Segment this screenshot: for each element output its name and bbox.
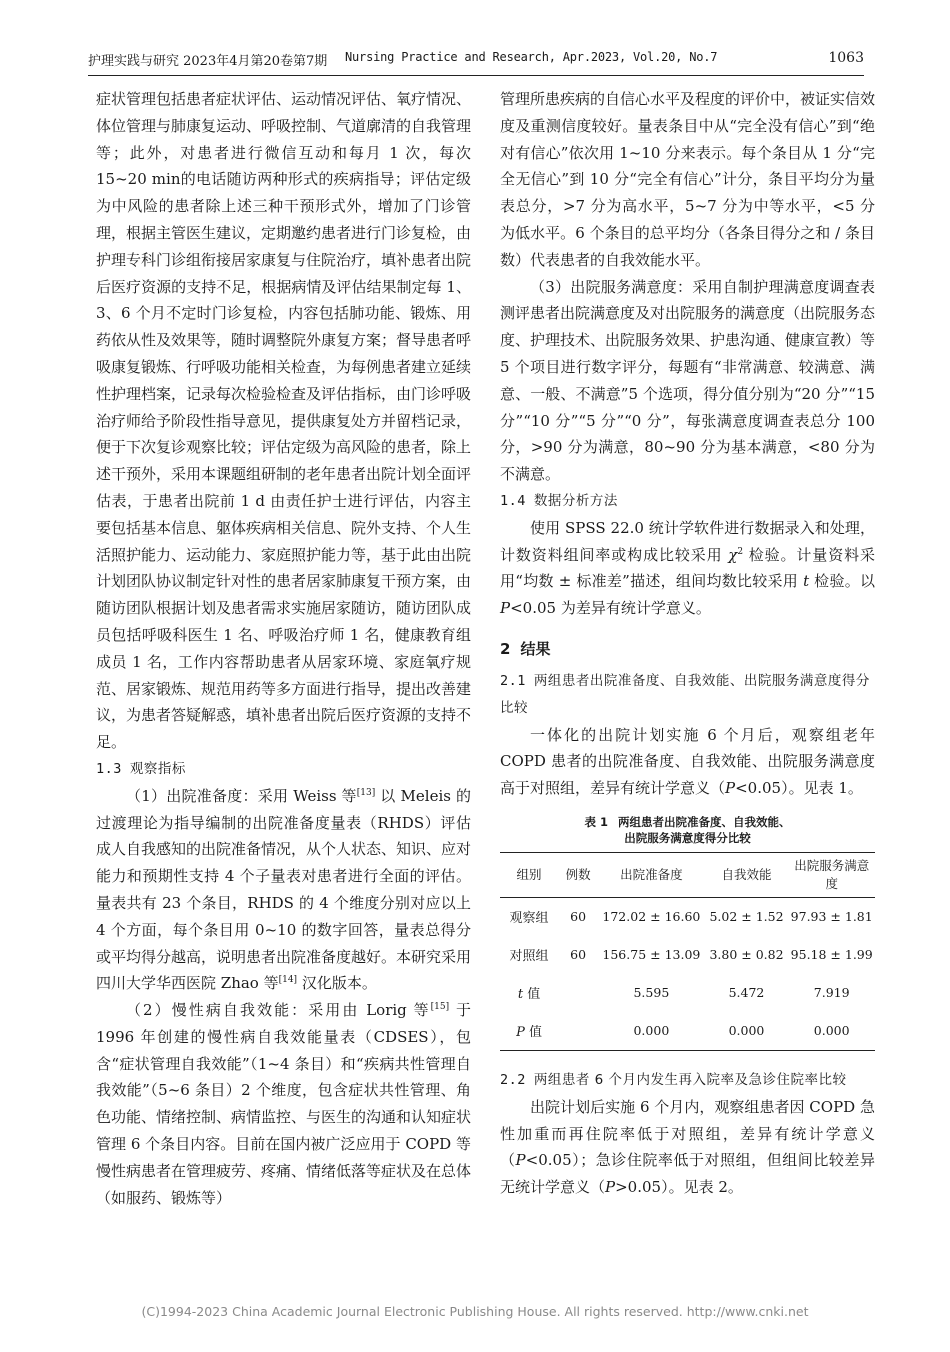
section-title: 数据分析方法 xyxy=(533,492,618,509)
column-header: 组别 xyxy=(516,866,542,882)
text-span: 检验。计量资料采用“均数 ± 标准差”描述，组间均数比较采用 xyxy=(500,545,875,591)
left-column xyxy=(96,86,471,1211)
table-cell: 5.02 ± 1.52 xyxy=(709,909,784,925)
paragraph-intervention-continued: 症状管理包括患者症状评估、运动情况评估、氧疗情况、体位管理与肺康复运动、呼吸控制、气道廓清的自我管理等；此外，对患者进行微信互动和每月 1 次，每次 15~20 min的电话随访两种形式的疾病指导；评估定级为中风险的患者除上述三种干预形式外，增加了门诊管理，根据主管医生建议，定期邀约患者进行门诊复检，由护理专科门诊组衔接居家康复与住院治疗，填补患者出院后医疗资源的支持不足，根据病情及评估结果制定每 1、3、6 个月不定时门诊复检，内容包括肺功能、锻炼、用药依从性及效果等，随时调整院外康复方案；督导患者呼吸康复锻炼、行呼吸功能相关检查，为每例患者建立延续性护理档案，记录每次检验检查及评估指标，由门诊呼吸治疗师给予阶段性指导意见，提供康复处方并留档记录，便于下次复诊观察比较；评估定级为高风险的患者，除上述干预外，采用本课题组研制的老年患者出院计划全面评估表，于患者出院前 1 d 由责任护士进行评估，内容主要包括基本信息、躯体疾病相关信息、院外支持、个人生活照护能力、运动能力、家庭照护能力等，基于此由出院计划团队协议制定针对性的患者居家肺康复干预方案，由随访团队根据计划及患者需求实施居家随访，随访团队成员包括呼吸科医生 1 名、呼吸治疗师 1 名，健康教育组成员 1 名，工作内容帮助患者从居家环境、家庭氧疗规范、居家锻炼、规范用药等多方面进行指导，提出改善建议，为患者答疑解惑，填补患者出院后医疗资源的支持不足。 xyxy=(96,90,472,752)
section-heading-2 xyxy=(500,636,875,662)
table-row xyxy=(500,936,875,974)
table-cell: 0.000 xyxy=(813,1023,850,1039)
section-number: 1.4 xyxy=(500,492,526,509)
italic-p: P xyxy=(605,1178,616,1197)
table-cell: 5.595 xyxy=(633,985,670,1001)
text-span: 一体化的出院计划实施 6 个月后，观察组老年 COPD 患者的出院准备度、自我效能、出院服务满意度高于对照组，差异有统计学意义（ xyxy=(500,725,875,798)
page-number: 1063 xyxy=(828,50,864,66)
paragraph-discharge-readiness xyxy=(96,783,471,997)
text-span: >0.05）。见表 2。 xyxy=(615,1178,743,1197)
text-span: 出院计划后实施 6 个月内，观察组患者因 COPD 急性加重而再住院率低于对照组，差异有统计学意义（ xyxy=(500,1097,875,1170)
column-header: 出院准备度 xyxy=(620,866,683,882)
section-heading-1-4 xyxy=(500,488,875,515)
table-row xyxy=(500,897,875,936)
text-span: 以 Meleis 的过渡理论为指导编制的出院准备度量表（RHDS）评估成人自我感知的出院准备情况，从个人状态、知识、应对能力和预期性支持 4 个子量表对患者进行全面的评估。量表共有 23 个条目，RHDS 的 4 个维度分别对应以上 4 个方面，每个条目用 0~10 的数字回答，量表总得分或平均得分越高，说明患者出院准备度越好。本研究采用四川大学华西医院 Zhao 等 xyxy=(96,786,472,993)
italic-p: P xyxy=(515,1151,526,1170)
paragraph-results-1 xyxy=(500,722,875,802)
section-number: 1.3 xyxy=(96,760,122,777)
paragraph-self-efficacy xyxy=(96,997,471,1211)
section-heading-2-1 xyxy=(500,668,875,722)
italic-t: t xyxy=(803,572,810,591)
superscript: 2 xyxy=(737,546,744,557)
table-cell: 60 xyxy=(570,947,587,963)
table-cell: 60 xyxy=(570,909,587,925)
results-table-1 xyxy=(500,852,875,1051)
text-span: （2）慢性病自我效能：采用由 Lorig 等 xyxy=(126,1001,431,1020)
chi-symbol: χ xyxy=(728,545,738,564)
section-number: 2.1 xyxy=(500,672,526,689)
italic-p: P xyxy=(725,779,736,798)
section-title: 观察指标 xyxy=(129,760,186,777)
italic-p: P xyxy=(500,599,511,618)
text-span: <0.05 为差异有统计学意义。 xyxy=(510,599,711,618)
header-rule xyxy=(88,75,864,76)
paragraph-statistics xyxy=(500,515,875,622)
journal-title-cn: 护理实践与研究 2023年4月第20卷第7期 xyxy=(88,54,328,69)
table-cell: t 值 xyxy=(517,987,541,1003)
section-title: 两组患者 6 个月内发生再入院率及急诊住院率比较 xyxy=(533,1071,847,1088)
section-title: 两组患者出院准备度、自我效能、出院服务满意度得分比较 xyxy=(500,672,870,716)
copyright-footer: (C)1994-2023 China Academic Journal Electronic Publishing House. All rights reserved. http://www.cnki.net xyxy=(141,1304,809,1319)
section-title: 结果 xyxy=(520,639,551,658)
text-span: <0.05）；急诊住院率低于对照组，但组间比较差异无统计学意义（ xyxy=(500,1151,875,1197)
table-cell: 156.75 ± 13.09 xyxy=(602,947,701,963)
journal-title-en: Nursing Practice and Research, Apr.2023, Vol.20, No.7 xyxy=(345,50,718,64)
table-caption xyxy=(500,814,875,846)
citation-ref: [13] xyxy=(356,787,376,798)
text-span: 于 1996 年创建的慢性病自我效能量表（CDSES），包含“症状管理自我效能”（1~4 条目）和“疾病共性管理自我效能”（5~6 条目）2 个维度，包含症状共性管理、角色功能、情绪控制、病情监控、与医生的沟通和认知症状管理 6 个条目内容。目前在国内被广泛应用于 COPD 等慢性病患者在管理疲劳、疼痛、情绪低落等症状及在总体（如服药、锻炼等） xyxy=(96,1001,472,1207)
text-span: <0.05）。见表 1。 xyxy=(735,779,863,798)
section-heading-2-2 xyxy=(500,1067,875,1094)
column-header: 出院服务满意度 xyxy=(794,857,870,891)
table-cell: 172.02 ± 16.60 xyxy=(602,909,701,925)
table-cell: 观察组 xyxy=(509,911,549,927)
table-cell: 3.80 ± 0.82 xyxy=(709,947,784,963)
table-cell: 7.919 xyxy=(813,985,850,1001)
citation-ref: [14] xyxy=(278,975,298,986)
table-cell: 97.93 ± 1.81 xyxy=(790,909,873,925)
paragraph-self-efficacy-continued: 管理所患疾病的自信心水平及程度的评价中，被证实信效度及重测信度较好。量表条目中从“完全没有信心”到“绝对有信心”依次用 1~10 分来表示。每个条目从 1 分“完全无信心”到 10 分“完全有信心”计分，条目平均分为量表总分，>7 分为高水平，5~7 分为中等水平，<5 分为低水平。6 个条目的总平均分（各条目得分之和 / 条目数）代表患者的自我效能水平。 xyxy=(500,90,876,269)
paragraph-satisfaction: （3）出院服务满意度：采用自制护理满意度调查表测评患者出院满意度及对出院服务的满意度（出院服务态度、护理技术、出院服务效果、护患沟通、健康宣教）等 5 个项目进行数字评分，每题有“非常满意、较满意、满意、一般、不满意”5 个选项，得分值分别为“20 分”“15 分”“10 分”“5 分”“0 分”，每张满意度调查表总分 100 分，>90 分为满意，80~90 分为基本满意，<80 分为不满意。 xyxy=(500,277,876,484)
table-cell: 5.472 xyxy=(728,985,765,1001)
text-span: 检验。以 xyxy=(809,572,875,591)
text-span: （1）出院准备度：采用 Weiss 等 xyxy=(126,786,357,805)
table-title-line-2: 出院服务满意度得分比较 xyxy=(624,830,751,845)
citation-ref: [15] xyxy=(430,1002,450,1013)
section-number: 2 xyxy=(500,639,511,658)
table-row xyxy=(500,1012,875,1051)
column-header: 例数 xyxy=(565,866,591,882)
table-label: 表 1 xyxy=(584,814,608,829)
text-span: 汉化版本。 xyxy=(297,974,377,993)
table-title-line-1: 两组患者出院准备度、自我效能、 xyxy=(618,814,791,829)
paragraph-results-2 xyxy=(500,1094,875,1201)
table-cell: 0.000 xyxy=(728,1023,765,1039)
table-cell xyxy=(558,974,598,1012)
column-header: 自我效能 xyxy=(721,866,772,882)
section-heading-1-3 xyxy=(96,756,471,783)
table-cell xyxy=(558,1012,598,1051)
table-row xyxy=(500,974,875,1012)
table-cell: P 值 xyxy=(516,1025,542,1041)
table-cell: 95.18 ± 1.99 xyxy=(790,947,873,963)
text-span: 使用 SPSS 22.0 统计学软件进行数据录入和处理，计数资料组间率或构成比较采用 xyxy=(500,518,875,564)
right-column xyxy=(500,86,875,1201)
table-cell: 0.000 xyxy=(633,1023,670,1039)
running-header xyxy=(88,50,864,72)
section-number: 2.2 xyxy=(500,1071,526,1088)
table-header-row xyxy=(500,852,875,897)
table-cell: 对照组 xyxy=(509,949,549,965)
